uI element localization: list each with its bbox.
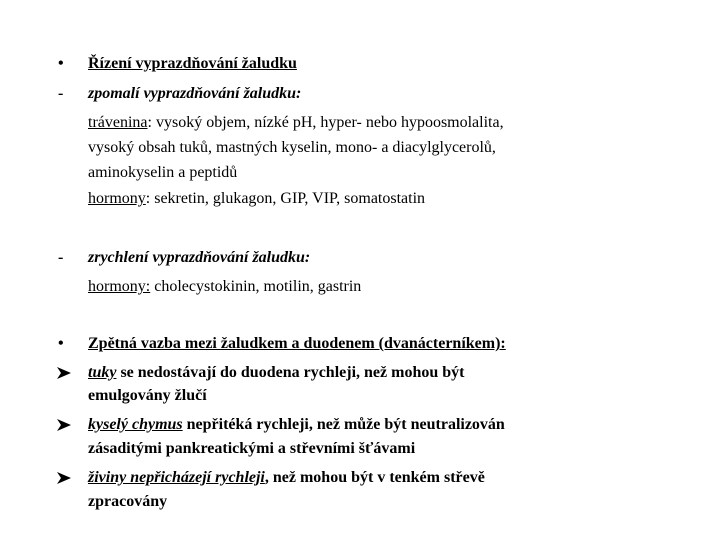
feedback-term: tuky [88,364,117,381]
section1-title: Řízení vyprazdňování žaludku [88,55,297,72]
feedback-term: živiny nepřicházejí rychleji [88,469,265,486]
slow-chyme-line1 [88,113,504,133]
chyme-label: trávenina [88,114,148,131]
feedback-text-line1: se nedostávají do duodena rychleji, než mohou být [116,364,465,381]
fast-hormones-text: cholecystokinin, motilin, gastrin [150,278,362,295]
slow-chyme-line3 [88,163,237,183]
fast-heading: zrychlení vyprazdňování žaludku: [88,249,311,266]
arrow-bullet-icon [56,417,72,433]
arrow-bullet-icon [56,470,72,486]
slow-hormones-row [88,189,425,209]
feedback-text-line1: , než mohou být v tenkém střevě [264,469,485,486]
fast-hormones-label: hormony: [88,278,151,295]
section2-title: Zpětná vazba mezi žaludkem a duodenem (dvanácterníkem): [88,335,506,352]
feedback-text-line1: nepřitéká rychleji, než může být neutralizován [182,416,505,433]
chyme-text-line2: vysoký obsah tuků, mastných kyselin, mono- a diacylglycerolů, [88,139,496,156]
feedback-text-line2: emulgovány žlučí [88,387,207,404]
feedback-item-1-line2 [88,386,207,406]
dash-marker: - [58,249,64,266]
bullet-marker: • [58,335,64,352]
dash-marker: - [58,85,64,102]
bullet-marker: • [58,55,64,72]
chyme-text-line3: aminokyselin a peptidů [88,164,238,181]
slow-chyme-line2 [88,138,496,158]
feedback-text-line2: zásaditými pankreatickými a střevními šťávami [88,440,416,457]
slow-hormones-label: hormony [88,190,146,207]
slow-heading: zpomalí vyprazdňování žaludku: [88,85,302,102]
slow-hormones-text: : sekretin, glukagon, GIP, VIP, somatostatin [145,190,426,207]
chyme-text-line1: : vysoký objem, nízké pH, hyper- nebo hypoosmolalita, [147,114,504,131]
feedback-term: kyselý chymus [88,416,183,433]
feedback-item-3-line2 [88,492,167,512]
feedback-text-line2: zpracovány [88,493,168,510]
feedback-item-2-line2 [88,439,415,459]
fast-hormones-row [88,277,361,297]
arrow-bullet-icon [56,365,72,381]
